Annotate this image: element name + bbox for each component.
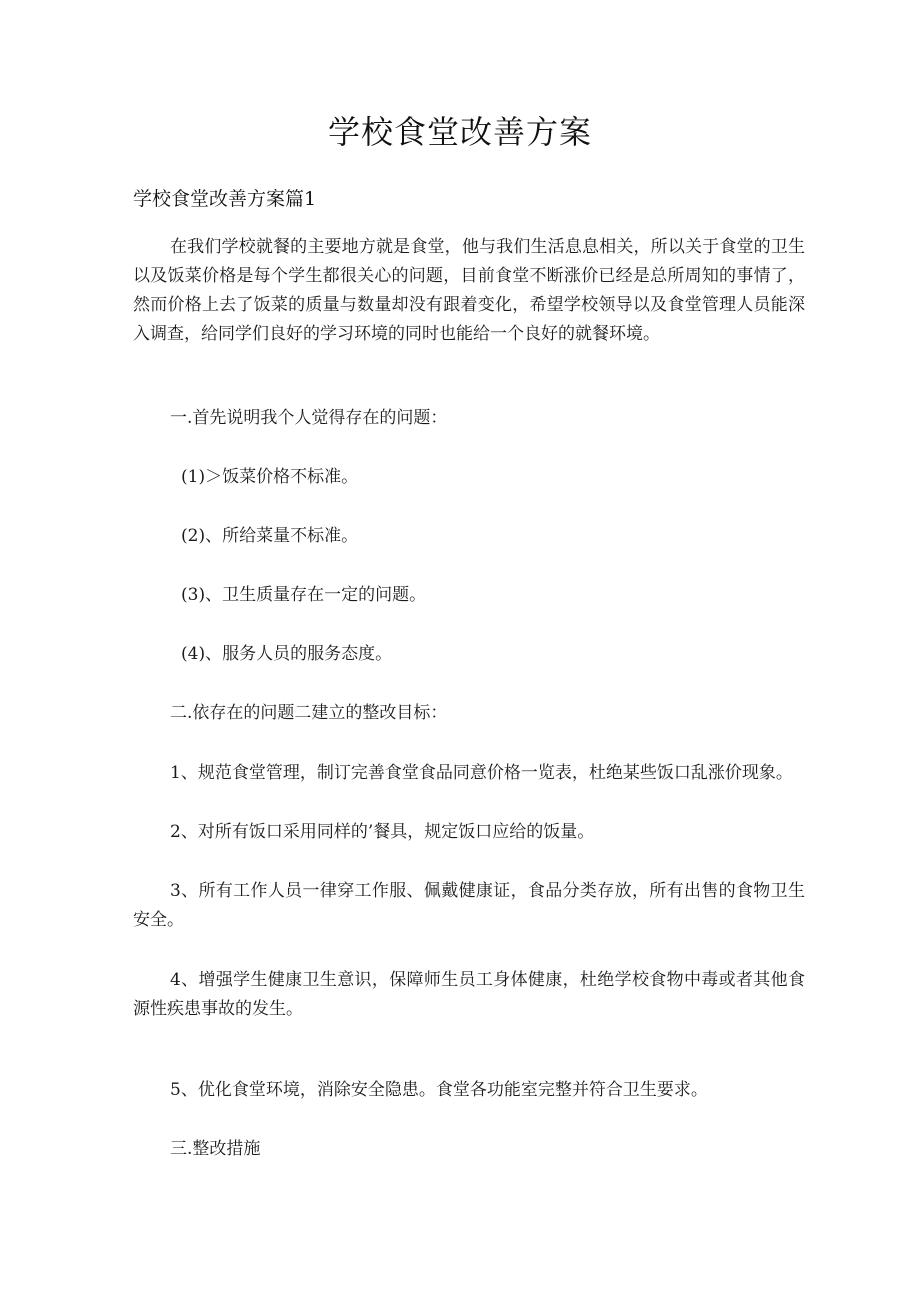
goal-item-1: 1、规范食堂管理，制订完善食堂食品同意价格一览表，杜绝某些饭口乱涨价现象。	[170, 763, 793, 783]
problem-item-3: (3)、卫生质量存在一定的问题。	[181, 585, 427, 605]
goal-item-4: 4、增强学生健康卫生意识，保障师生员工身体健康，杜绝学校食物中毒或者其他食源性疾患事故的发生。	[133, 970, 805, 1019]
document-title: 学校食堂改善方案	[327, 113, 592, 151]
goal-item-3: 3、所有工作人员一律穿工作服、佩戴健康证，食品分类存放，所有出售的食物卫生安全。	[133, 881, 805, 930]
intro-paragraph: 在我们学校就餐的主要地方就是食堂，他与我们生活息息相关，所以关于食堂的卫生以及饭菜价格是每个学生都很关心的问题，目前食堂不断涨价已经是总所周知的事情了，然而价格上去了饭菜的质量与数量却没有跟着变化，希望学校领导以及食堂管理人员能深入调查，给同学们良好的学习环境的同时也能给一个良好的就餐环境。	[133, 237, 805, 344]
section3-heading: 三.整改措施	[170, 1139, 261, 1159]
goal-item-2: 2、对所有饭口采用同样的’餐具，规定饭口应给的饭量。	[170, 822, 595, 842]
section-subtitle: 学校食堂改善方案篇1	[133, 188, 317, 210]
problem-item-2: (2)、所给菜量不标准。	[181, 526, 359, 546]
section2-heading: 二.依存在的问题二建立的整改目标：	[170, 703, 448, 723]
section1-heading: 一.首先说明我个人觉得存在的问题：	[170, 408, 448, 428]
goal-item-5: 5、优化食堂环境，消除安全隐患。食堂各功能室完整并符合卫生要求。	[170, 1080, 708, 1100]
problem-item-4: (4)、服务人员的服务态度。	[181, 644, 393, 664]
problem-item-1: (1)＞饭菜价格不标准。	[181, 467, 359, 487]
